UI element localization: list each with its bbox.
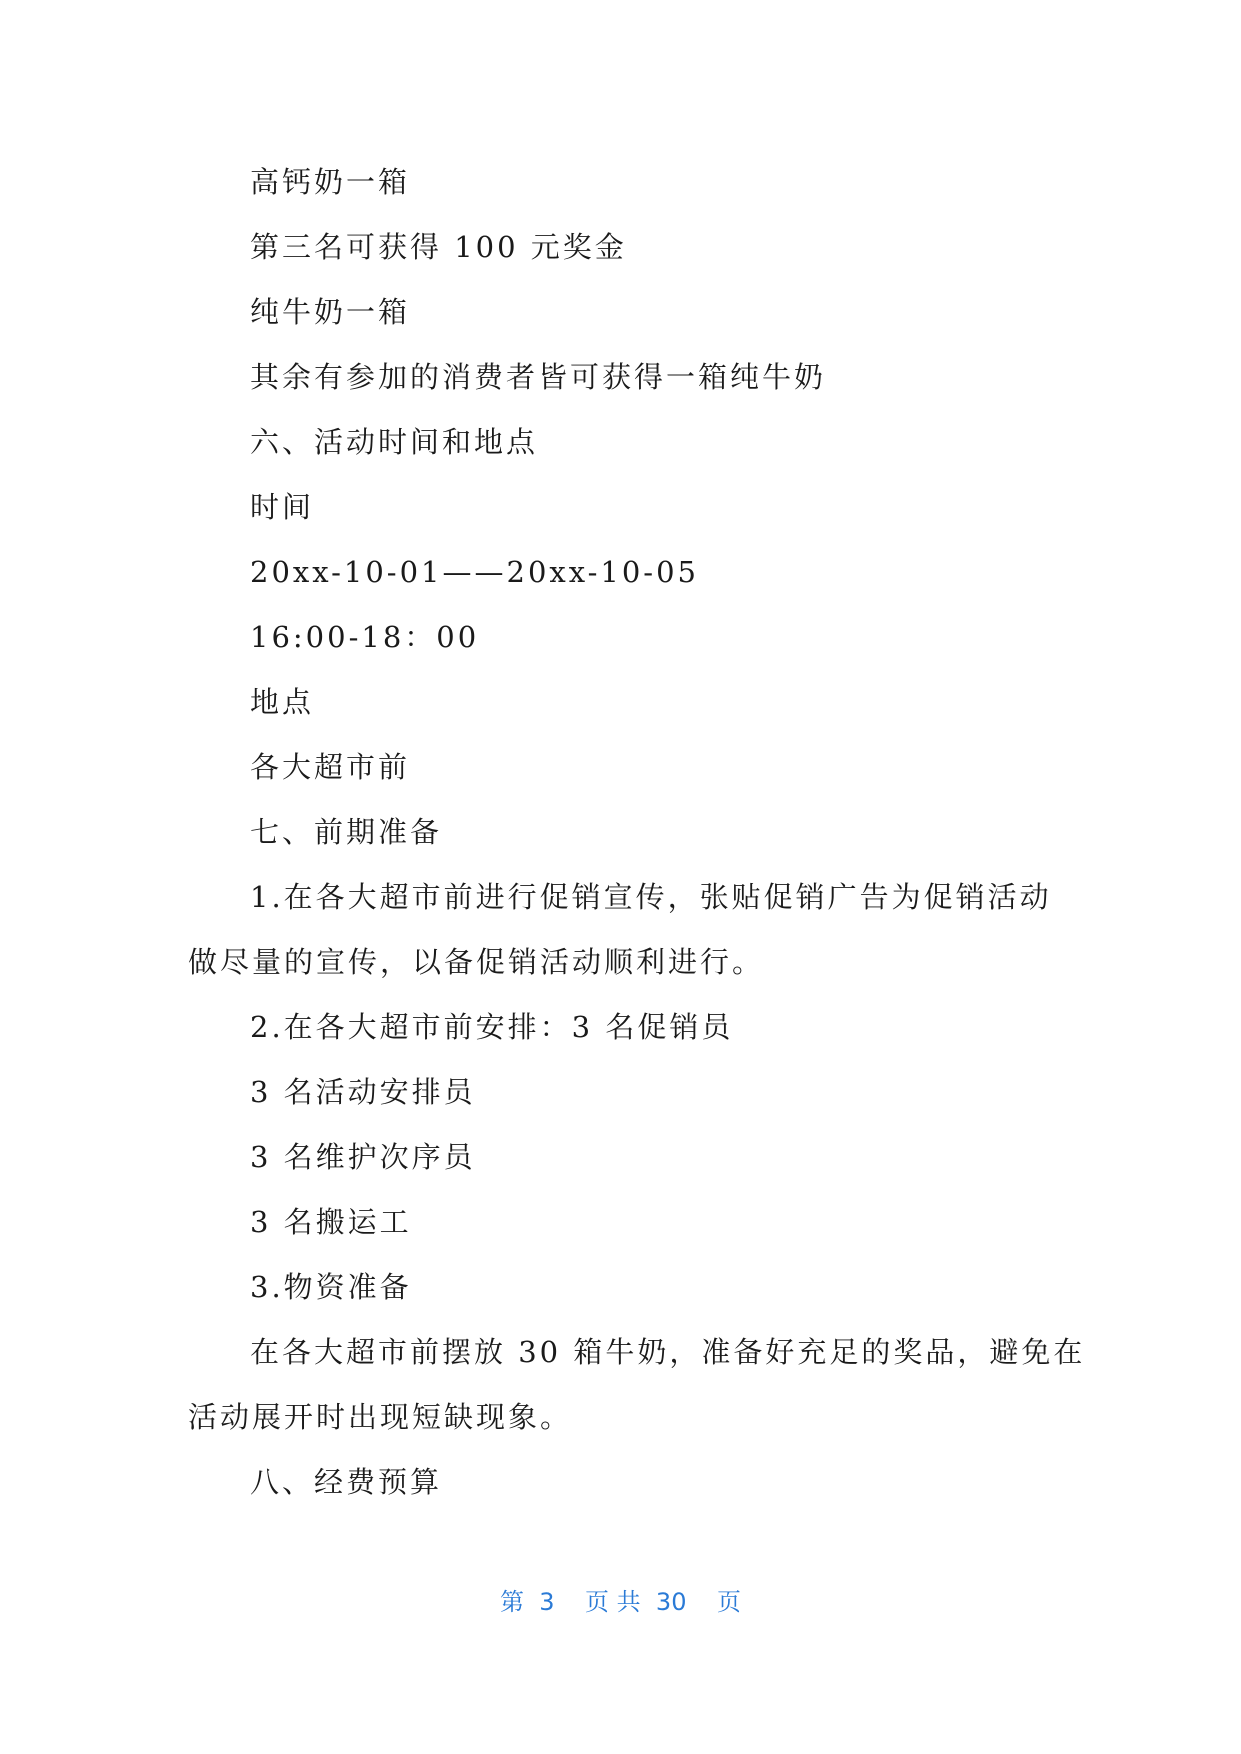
text-line: 高钙奶一箱 <box>250 165 411 199</box>
text-line: 地点 <box>250 685 315 719</box>
time-range: 16:00-18：00 <box>250 620 480 654</box>
text-line: 各大超市前 <box>250 750 411 784</box>
text-line: 纯牛奶一箱 <box>250 295 411 329</box>
text-line: 时间 <box>250 490 315 524</box>
text-line: 做尽量的宣传，以备促销活动顺利进行。 <box>188 945 765 979</box>
section-heading: 六、活动时间和地点 <box>250 425 539 459</box>
text-line: 3 名活动安排员 <box>250 1075 476 1109</box>
text-line: 在各大超市前摆放 30 箱牛奶，准备好充足的奖品，避免在 <box>250 1335 1086 1369</box>
text-line: 其余有参加的消费者皆可获得一箱纯牛奶 <box>250 360 827 394</box>
text-line: 活动展开时出现短缺现象。 <box>188 1400 573 1434</box>
section-heading: 七、前期准备 <box>250 815 443 849</box>
text-line: 3 名搬运工 <box>250 1205 412 1239</box>
section-heading: 八、经费预算 <box>250 1465 443 1499</box>
text-line: 3.物资准备 <box>250 1270 412 1304</box>
text-line: 3 名维护次序员 <box>250 1140 476 1174</box>
text-line: 1.在各大超市前进行促销宣传，张贴促销广告为促销活动 <box>250 880 1052 914</box>
date-range: 20xx-10-01——20xx-10-05 <box>250 555 700 589</box>
text-line: 第三名可获得 100 元奖金 <box>250 230 627 264</box>
page-footer: 第 3 页 共 30 页 <box>500 1588 741 1616</box>
text-line: 2.在各大超市前安排：3 名促销员 <box>250 1010 734 1044</box>
